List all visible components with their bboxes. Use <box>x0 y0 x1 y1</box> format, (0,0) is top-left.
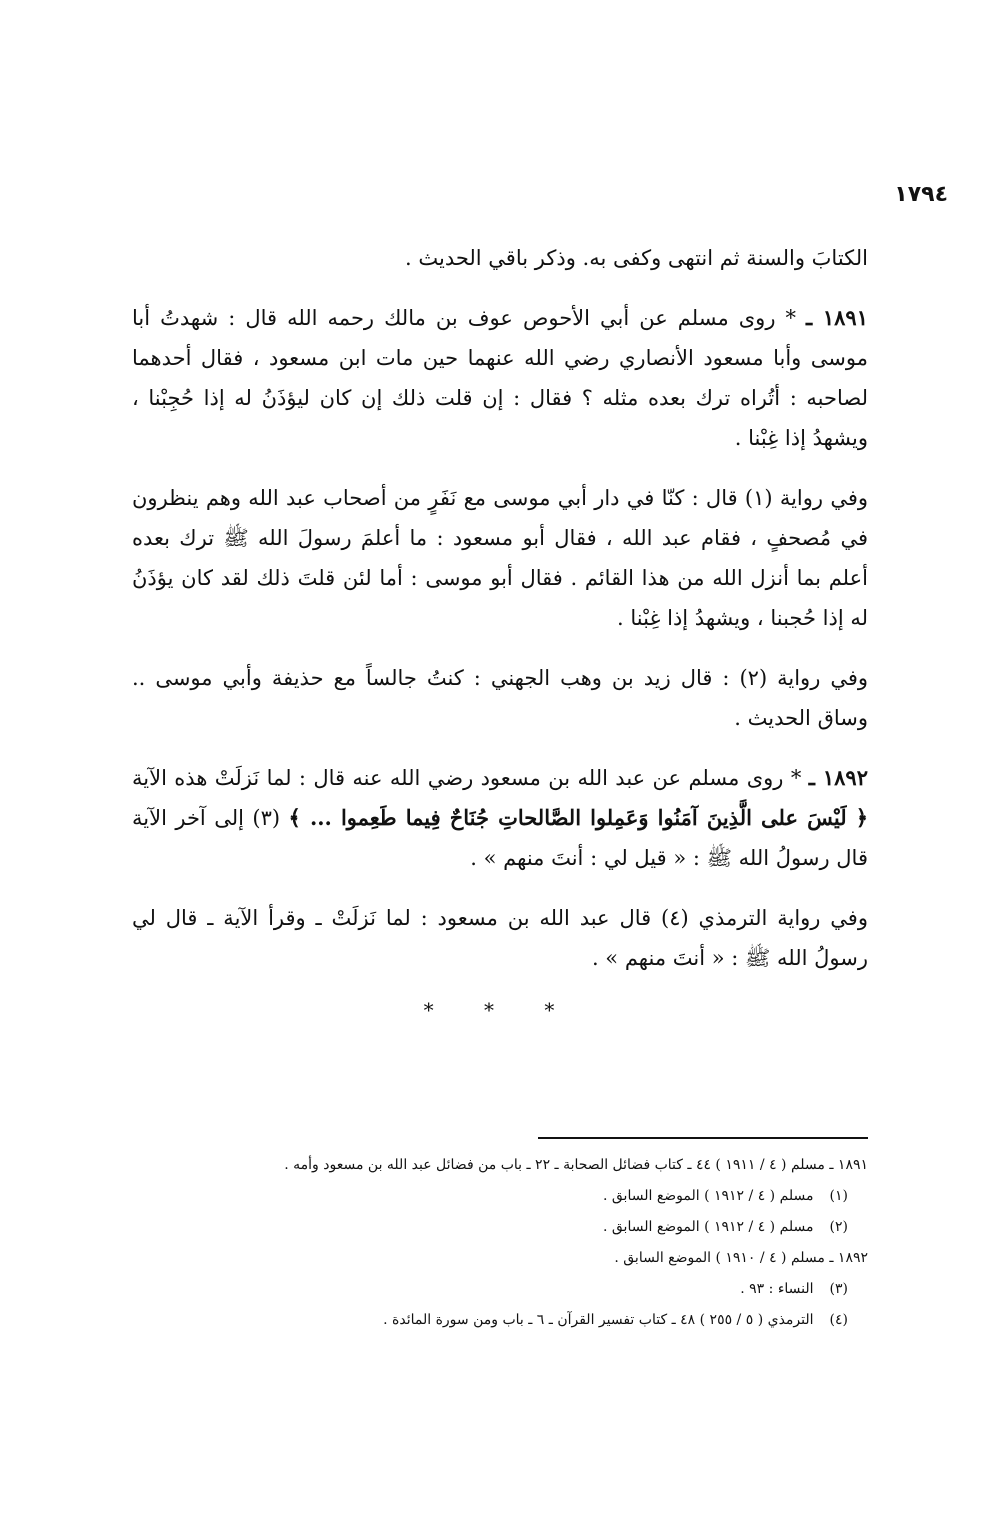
page-number: ١٧٩٤ <box>894 182 948 207</box>
footnote-text: مسلم ( ٤ / ١٩١٠ ) الموضع السابق . <box>614 1250 825 1266</box>
hadith-1892 <box>132 758 868 878</box>
hadith-text-before: * روى مسلم عن عبد الله بن مسعود رضي الله عنه قال : لما نَزلَتْ هذه الآية <box>132 766 809 790</box>
paragraph-continuation <box>132 238 868 278</box>
paragraph-text: الكتابَ والسنة ثم انتهى وكفى به. وذكر باقي الحديث . <box>405 246 868 270</box>
riwaya-paragraph-2 <box>132 658 868 738</box>
footnote <box>132 1274 868 1305</box>
footnote <box>132 1212 868 1243</box>
hadith-1891 <box>132 298 868 458</box>
footnote-text: الترمذي ( ٥ / ٢٥٥ ) ٤٨ ـ كتاب تفسير القرآن ـ ٦ ـ باب ومن سورة المائدة . <box>383 1312 814 1328</box>
footnote-rule <box>538 1137 868 1139</box>
footnote-marker: ١٨٩٢ ـ <box>829 1250 868 1266</box>
footnote-text: مسلم ( ٤ / ١٩١٢ ) الموضع السابق . <box>602 1219 814 1235</box>
hadith-number: ١٨٩١ ـ <box>806 305 868 330</box>
hadith-number: ١٨٩٢ ـ <box>808 765 868 790</box>
hadith-text-after: (٣) إلى آخر الآية قال رسولُ الله ﷺ : « قيل لي : أنتَ منهم » . <box>132 806 868 870</box>
hadith-text: * روى مسلم عن أبي الأحوص عوف بن مالك رحمه الله قال : شهدتُ أبا موسى وأبا مسعود الأنصاري رضي الله عنهما حين مات ابن مسعود ، فقال أحدهما لصاحبه : أتُراه ترك بعده مثله ؟ فقال : إن قلت ذلك إن كان ليؤذَنُ له إذا حُجِبْنا ، ويشهدُ إذا غِبْنا . <box>132 306 868 450</box>
section-separator: * * * <box>423 998 577 1022</box>
footnote <box>132 1150 868 1181</box>
paragraph-text: وفي رواية (٢) : قال زيد بن وهب الجهني : كنتُ جالساً مع حذيفة وأبي موسى .. وساق الحديث . <box>132 666 868 730</box>
footnote-marker: ١٨٩١ ـ <box>829 1157 868 1173</box>
footnote-text: مسلم ( ٤ / ١٩١٢ ) الموضع السابق . <box>602 1188 814 1204</box>
footnote-text: مسلم ( ٤ / ١٩١١ ) ٤٤ ـ كتاب فضائل الصحابة ـ ٢٢ ـ باب من فضائل عبد الله بن مسعود وأمه . <box>284 1157 825 1173</box>
paragraph-text: وفي رواية الترمذي (٤) قال عبد الله بن مسعود : لما نَزلَتْ ـ وقرأ الآية ـ قال لي رسولُ الله ﷺ : « أنتَ منهم » . <box>132 906 868 970</box>
footnote-marker: (٣) <box>829 1281 848 1297</box>
footnote <box>132 1243 868 1274</box>
footnote-text: النساء : ٩٣ . <box>740 1281 814 1297</box>
paragraph-text: وفي رواية (١) قال : كنّا في دار أبي موسى مع نَفَرٍ من أصحاب عبد الله وهم ينظرون في مُصحفٍ ، فقام عبد الله ، فقال أبو مسعود : ما أعلمَ رسولَ الله ﷺ ترك بعده أعلم بما أنزل الله من هذا القائم . فقال أبو موسى : أما لئن قلتَ ذلك لقد كان يؤذَنُ له إذا حُجبنا ، ويشهدُ إذا غِبْنا . <box>132 486 868 630</box>
riwaya-paragraph-1 <box>132 478 868 638</box>
quran-verse: ﴿ لَيْسَ على الَّذِينَ آمَنُوا وَعَمِلوا الصَّالحاتِ جُنَاحٌ فِيما طَعِموا ... ﴾ <box>288 805 868 830</box>
footnote-marker: (١) <box>829 1188 848 1204</box>
footnote <box>132 1181 868 1212</box>
footnote-marker: (٢) <box>829 1219 848 1235</box>
footnote <box>132 1305 868 1336</box>
footnote-marker: (٤) <box>829 1312 848 1328</box>
main-text <box>132 238 868 1022</box>
footnotes <box>132 1150 868 1336</box>
riwaya-tirmidhi <box>132 898 868 978</box>
